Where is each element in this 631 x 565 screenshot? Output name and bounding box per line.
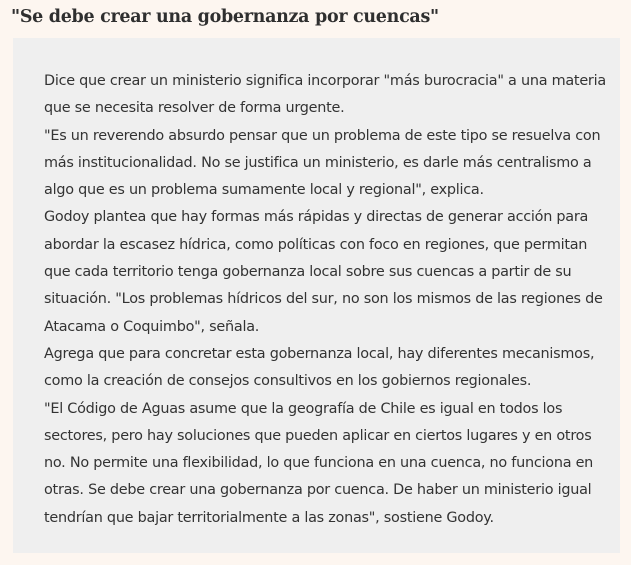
text-line: Atacama o Coquimbo", señala. [44,318,260,335]
text-line: otras. Se debe crear una gobernanza por cuenca. De haber un ministerio igual [44,482,592,499]
quote-text [44,68,624,532]
quote-box [13,38,620,553]
text-line: como la creación de consejos consultivos en los gobiernos regionales. [44,373,532,390]
text-line: no. No permite una flexibilidad, lo que funciona en una cuenca, no funciona en [44,455,594,472]
text-line: tendrían que bajar territorialmente a las zonas", sostiene Godoy. [44,509,494,526]
section-heading: "Se debe crear una gobernanza por cuencas" [11,7,439,27]
text-line: Dice que crear un ministerio significa incorporar "más burocracia" a una materia [44,73,606,89]
text-line: situación. "Los problemas hídricos del sur, no son los mismos de las regiones de [44,291,603,308]
text-line: Agrega que para concretar esta gobernanza local, hay diferentes mecanismos, [44,345,595,362]
text-line: "Es un reverendo absurdo pensar que un problema de este tipo se resuelva con [44,127,601,144]
text-line: abordar la escasez hídrica, como políticas con foco en regiones, que permitan [44,236,588,253]
text-line: que se necesita resolver de forma urgente. [44,100,345,117]
text-line: sectores, pero hay soluciones que pueden aplicar en ciertos lugares y en otros [44,427,592,444]
text-line: algo que es un problema sumamente local y regional", explica. [44,182,484,199]
text-line: "El Código de Aguas asume que la geografía de Chile es igual en todos los [44,400,563,417]
text-line: Godoy plantea que hay formas más rápidas y directas de generar acción para [44,209,589,226]
text-line: más institucionalidad. No se justifica un ministerio, es darle más centralismo a [44,154,592,171]
text-line: que cada territorio tenga gobernanza local sobre sus cuencas a partir de su [44,264,572,281]
